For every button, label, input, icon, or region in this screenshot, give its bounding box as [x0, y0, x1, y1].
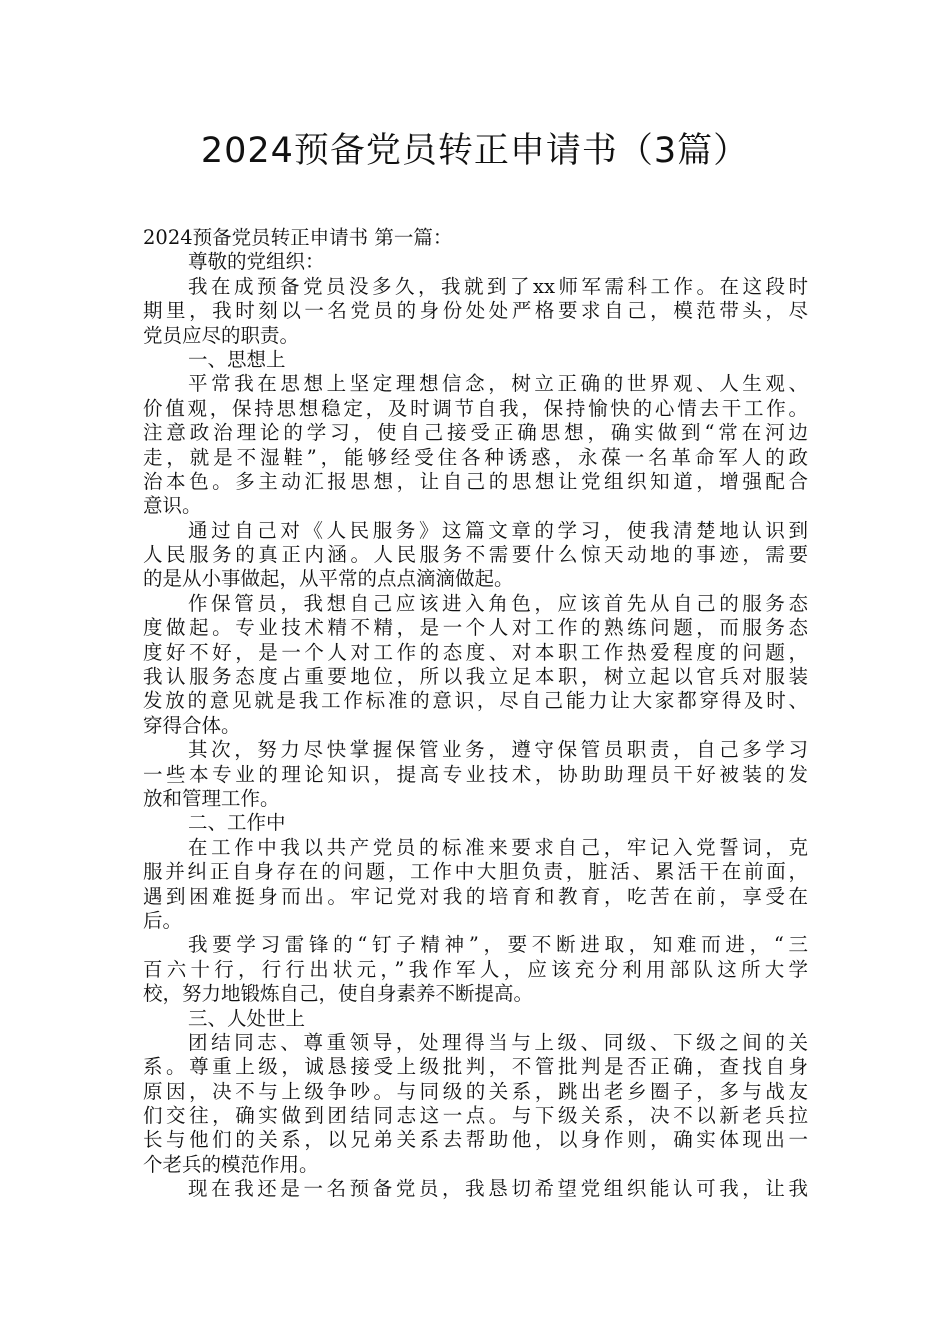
body-text-line: 穿得合体。: [143, 713, 241, 737]
body-text-line: 注意政治理论的学习，使自己接受正确思想，确实做到“常在河边: [143, 421, 808, 445]
body-text-line: 意识。: [143, 494, 202, 518]
body-text-line: 作保管员，我想自己应该进入角色，应该首先从自己的服务态: [188, 591, 808, 615]
body-text-line: 的是从小事做起，从平常的点点滴滴做起。: [143, 567, 514, 591]
body-text-line: 一、思想上: [188, 347, 286, 371]
body-text-line: 团结同志、尊重领导，处理得当与上级、同级、下级之间的关: [188, 1030, 808, 1054]
document-body: [143, 226, 808, 1202]
body-text-line: 平常我在思想上坚定理想信念，树立正确的世界观、人生观、: [188, 372, 808, 396]
body-text-line: 度好不好，是一个人对工作的态度、对本职工作热爱程度的问题，: [143, 640, 808, 664]
body-text-line: 个老兵的模范作用。: [143, 1152, 319, 1176]
body-text-line: 期里，我时刻以一名党员的身份处处严格要求自己，模范带头，尽: [143, 299, 808, 323]
body-text-line: 在工作中我以共产党员的标准来要求自己，牢记入党誓词，克: [188, 835, 808, 859]
body-text-line: 百六十行，行行出状元，”我作军人，应该充分利用部队这所大学: [143, 957, 808, 981]
body-text-line: 长与他们的关系，以兄弟关系去帮助他，以身作则，确实体现出一: [143, 1128, 808, 1152]
body-text-line: 一些本专业的理论知识，提高专业技术，协助助理员干好被装的发: [143, 762, 808, 786]
body-text-line: 服并纠正自身存在的问题，工作中大胆负责，脏活、累活干在前面，: [143, 860, 808, 884]
body-text-line: 通过自己对《人民服务》这篇文章的学习，使我清楚地认识到: [188, 518, 808, 542]
body-text-line: 其次，努力尽快掌握保管业务，遵守保管员职责，自己多学习: [188, 738, 808, 762]
body-text-line: 原因，决不与上级争吵。与同级的关系，跳出老乡圈子，多与战友: [143, 1079, 808, 1103]
body-text-line: 三、人处世上: [188, 1006, 306, 1030]
body-text-line: 现在我还是一名预备党员，我恳切希望党组织能认可我，让我: [188, 1177, 808, 1201]
body-text-line: 尊敬的党组织：: [188, 250, 325, 274]
body-text-line: 我在成预备党员没多久，我就到了xx师军需科工作。在这段时: [188, 274, 808, 298]
body-text-line: 党员应尽的职责。: [143, 323, 300, 347]
body-text-line: 们交往，确实做到团结同志这一点。与下级关系，决不以新老兵拉: [143, 1104, 808, 1128]
body-text-line: 系。尊重上级，诚恳接受上级批判，不管批判是否正确，查找自身: [143, 1055, 808, 1079]
body-text-line: 2024预备党员转正申请书 第一篇：: [143, 226, 453, 249]
body-text-line: 发放的意见就是我工作标准的意识，尽自己能力让大家都穿得及时、: [143, 689, 808, 713]
document-title: 2024预备党员转正申请书（3篇）: [200, 131, 750, 171]
body-text-line: 走，就是不湿鞋”，能够经受住各种诱惑，永葆一名革命军人的政: [143, 445, 808, 469]
body-text-line: 价值观，保持思想稳定，及时调节自我，保持愉快的心情去干工作。: [143, 396, 808, 420]
body-text-line: 二、工作中: [188, 811, 286, 835]
body-text-line: 人民服务的真正内涵。人民服务不需要什么惊天动地的事迹，需要: [143, 543, 808, 567]
body-text-line: 放和管理工作。: [143, 786, 280, 810]
body-text-line: 治本色。多主动汇报思想，让自己的思想让党组织知道，增强配合: [143, 469, 808, 493]
body-text-line: 我要学习雷锋的“钉子精神”，要不断进取，知难而进，“三: [188, 933, 808, 957]
body-text-line: 校，努力地锻炼自己，使自身素养不断提高。: [143, 982, 534, 1006]
body-text-line: 后。: [143, 908, 183, 932]
body-text-line: 度做起。专业技术精不精，是一个人对工作的熟练问题，而服务态: [143, 616, 808, 640]
body-text-line: 我认服务态度占重要地位，所以我立足本职，树立起以官兵对服装: [143, 665, 808, 689]
body-text-line: 遇到困难挺身而出。牢记党对我的培育和教育，吃苦在前，享受在: [143, 884, 808, 908]
